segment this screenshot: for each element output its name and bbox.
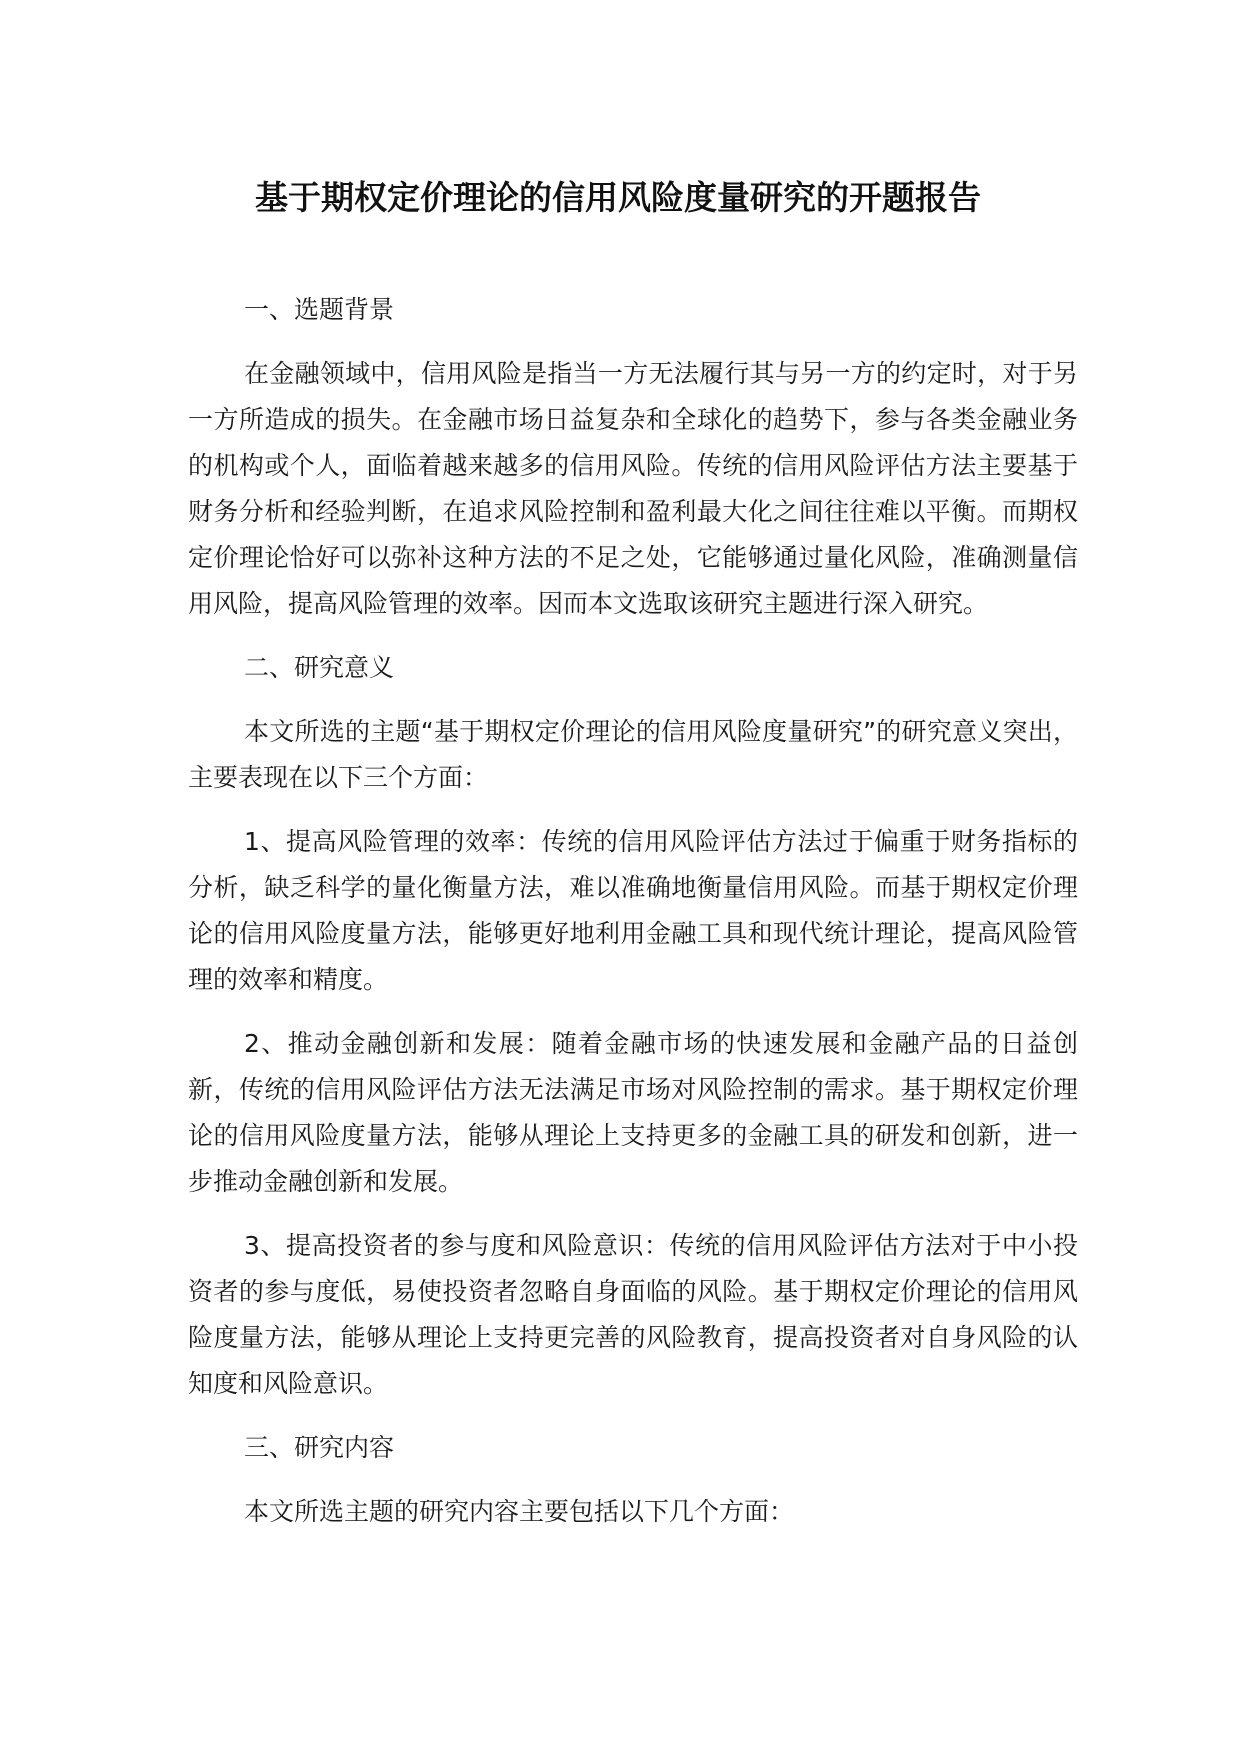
paragraph-significance-point-2: 2、推动金融创新和发展：随着金融市场的快速发展和金融产品的日益创新，传统的信用风险评估方法无法满足市场对风险控制的需求。基于期权定价理论的信用风险度量方法，能够从理论上支持更多的金融工具的研发和创新，进一步推动金融创新和发展。	[188, 1029, 1078, 1196]
section-heading-significance: 二、研究意义	[244, 653, 395, 682]
paragraph-significance-point-1: 1、提高风险管理的效率：传统的信用风险评估方法过于偏重于财务指标的分析，缺乏科学的量化衡量方法，难以准确地衡量信用风险。而基于期权定价理论的信用风险度量方法，能够更好地利用金融工具和现代统计理论，提高风险管理的效率和精度。	[188, 827, 1078, 994]
paragraph-significance-intro: 本文所选的主题“基于期权定价理论的信用风险度量研究”的研究意义突出，主要表现在以下三个方面：	[188, 717, 1078, 792]
paragraph-content-intro: 本文所选主题的研究内容主要包括以下几个方面：	[244, 1497, 795, 1526]
section-heading-background: 一、选题背景	[244, 295, 395, 324]
paragraph-significance-point-3: 3、提高投资者的参与度和风险意识：传统的信用风险评估方法对于中小投资者的参与度低，易使投资者忽略自身面临的风险。基于期权定价理论的信用风险度量方法，能够从理论上支持更完善的风险教育，提高投资者对自身风险的认知度和风险意识。	[188, 1231, 1078, 1398]
document-title: 基于期权定价理论的信用风险度量研究的开题报告	[255, 178, 981, 217]
paragraph-background: 在金融领域中，信用风险是指当一方无法履行其与另一方的约定时，对于另一方所造成的损失。在金融市场日益复杂和全球化的趋势下，参与各类金融业务的机构或个人，面临着越来越多的信用风险。传统的信用风险评估方法主要基于财务分析和经验判断，在追求风险控制和盈利最大化之间往往难以平衡。而期权定价理论恰好可以弥补这种方法的不足之处，它能够通过量化风险，准确测量信用风险，提高风险管理的效率。因而本文选取该研究主题进行深入研究。	[188, 359, 1078, 618]
document-body	[188, 287, 1078, 1553]
section-heading-content: 三、研究内容	[244, 1433, 395, 1462]
